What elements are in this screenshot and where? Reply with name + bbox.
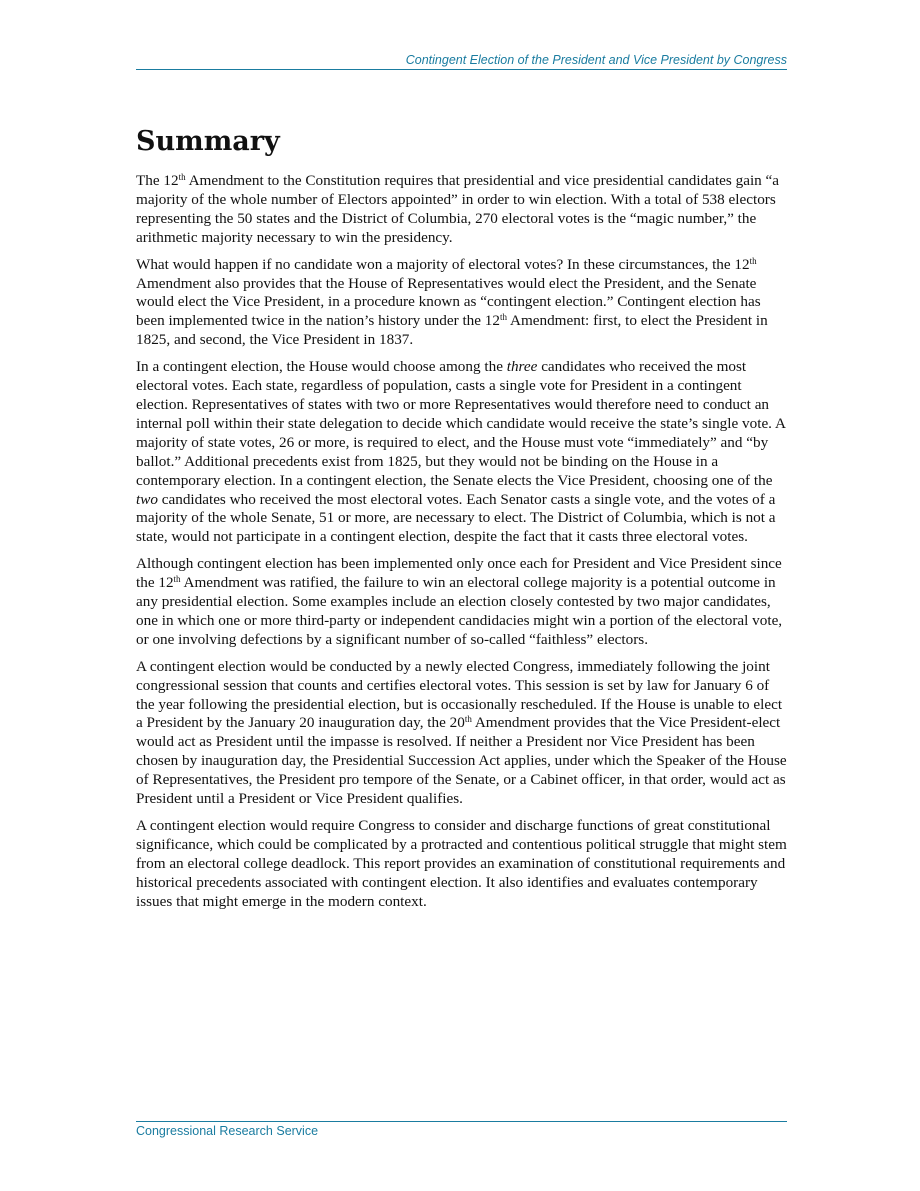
paragraph-5: A contingent election would be conducted by a newly elected Congress, immediately following the joint congressional session that counts and certifies electoral votes. This session is set by law for January 6 of the year following the presidential election, but is occasionally rescheduled. If the House is unable to elect a President by the January 20 inauguration day, the 20th Amendment provides that the Vice President-elect would act as President until the impasse is resolved. If neither a President nor Vice President has been chosen by inauguration day, the Presidential Succession Act applies, under which the Speaker of the House of Representatives, the President pro tempore of the Senate, or a Cabinet officer, in that order, would act as President until a President or Vice President qualifies. (136, 657, 787, 808)
running-header: Contingent Election of the President and Vice President by Congress (136, 53, 787, 70)
page-title: Summary (136, 126, 280, 157)
paragraph-6: A contingent election would require Congress to consider and discharge functions of great constitutional significance, which could be complicated by a protracted and contentious political struggle that might stem from an electoral college deadlock. This report provides an examination of constitutional requirements and historical precedents associated with contingent election. It also identifies and evaluates contemporary issues that might emerge in the modern context. (136, 817, 787, 910)
summary-section (136, 122, 788, 920)
paragraph-4: Although contingent election has been implemented only once each for President and Vice President since the 12th Amendment was ratified, the failure to win an electoral college majority is a potential outcome in any presidential election. Some examples include an election closely contested by two major candidates, one in which one or more third-party or independent candidacies might win a portion of the electoral vote, or one involving defections by a significant number of so-called “faithless” electors. (136, 555, 783, 648)
paragraph-3: In a contingent election, the House would choose among the three candidates who received the most electoral votes. Each state, regardless of population, casts a single vote for President in a contingent election. Representatives of states with two or more Representatives would therefore need to conduct an internal poll within their state delegation to decide which candidate would receive the state’s single vote. A majority of state votes, 26 or more, is required to elect, and the House must vote “immediately” and “by ballot.” Additional precedents exist from 1825, but they would not be binding on the House in a contemporary election. In a contingent election, the Senate elects the Vice President, choosing one of the two candidates who received the most electoral votes. Each Senator casts a single vote, and the votes of a majority of the whole Senate, 51 or more, are necessary to elect. The District of Columbia, which is not a state, would not participate in a contingent election, despite the fact that it casts three electoral votes. (136, 358, 786, 546)
running-footer: Congressional Research Service (136, 1121, 787, 1138)
paragraph-1: The 12th Amendment to the Constitution requires that presidential and vice presidential candidates gain “a majority of the whole number of Electors appointed” in order to win election. With a total of 538 electors representing the 50 states and the District of Columbia, 270 electoral votes is the “magic number,” the arithmetic majority necessary to win the presidency. (136, 172, 780, 246)
paragraph-2: What would happen if no candidate won a majority of electoral votes? In these circumstances, the 12th Amendment also provides that the House of Representatives would elect the President, and the Senate would elect the Vice President, in a procedure known as “contingent election.” Contingent election has been implemented twice in the nation’s history under the 12th Amendment: first, to elect the President in 1825, and second, the Vice President in 1837. (136, 255, 768, 349)
